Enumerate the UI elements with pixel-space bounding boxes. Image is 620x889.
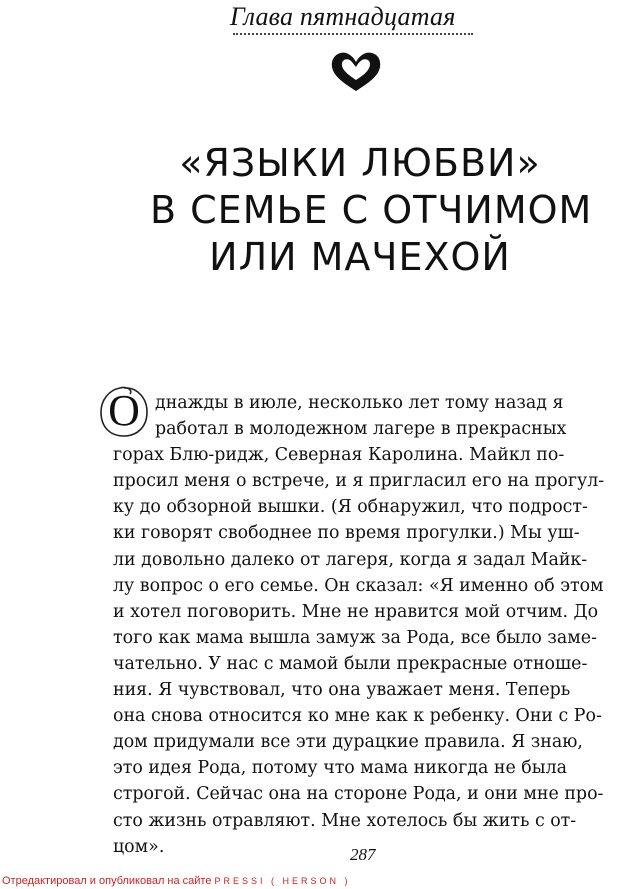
footer-note: Отредактировал и опубликовал на сайте [2,875,212,887]
text-line: днажды в июле, несколько лет тому назад я [155,393,564,413]
text-line: лу вопрос о его семье. Он сказал: «Я именно об этом [113,575,604,596]
heart-icon [328,50,384,94]
chapter-title [150,140,593,281]
chapter-label: Глава пятнадцатая [230,2,456,31]
page-number: 287 [350,845,376,864]
text-line: просил меня о встрече, и я пригласил его на прогул- [113,471,605,492]
text-line: ку до обзорной вышки. (Я обнаружил, что подрост- [113,497,588,518]
text-line: и хотел поговорить. Мне не нравится мой отчим. До [113,601,599,622]
chapter-title-line: «ЯЗЫКИ ЛЮБВИ» [179,141,541,185]
text-line: сто жизнь отравляют. Мне хотелось бы жить с от- [113,810,577,831]
chapter-title-line: В СЕМЬЕ С ОТЧИМОМ [150,188,593,232]
drop-cap-letter: О [108,386,140,435]
footer-bar [0,873,620,889]
text-line: ки говорят свободнее по время прогулки.) Мы уш- [113,523,580,544]
text-line: ли довольно далеко от лагеря, когда я задал Майк- [113,549,588,570]
text-line: она снова относится ко мне как к ребенку. Они с Ро- [113,706,602,727]
text-line: горах Блю-ридж, Северная Каролина. Майкл по- [113,445,565,466]
body-text [113,390,620,860]
text-line: ния. Я чувствовал, что она уважает меня. Теперь [113,680,571,701]
text-line: того как мама вышла замуж за Рода, все было заме- [113,627,597,648]
text-line: работал в молодежном лагере в прекрасных [155,419,567,440]
footer-site-link[interactable]: PRESSI ( HERSON ) [214,876,351,886]
text-line: это идея Рода, потому что мама никогда не была [113,758,567,779]
chapter-title-line: ИЛИ МАЧЕХОЙ [209,235,511,279]
text-line: чательно. У нас с мамой были прекрасные отноше- [113,653,588,674]
text-line: строгой. Сейчас она на стороне Рода, и они мне про- [113,784,604,805]
dotted-divider [233,33,473,35]
text-line: дом придумали все эти дурацкие правила. Я знаю, [113,732,583,753]
text-line: цом». [113,836,165,857]
